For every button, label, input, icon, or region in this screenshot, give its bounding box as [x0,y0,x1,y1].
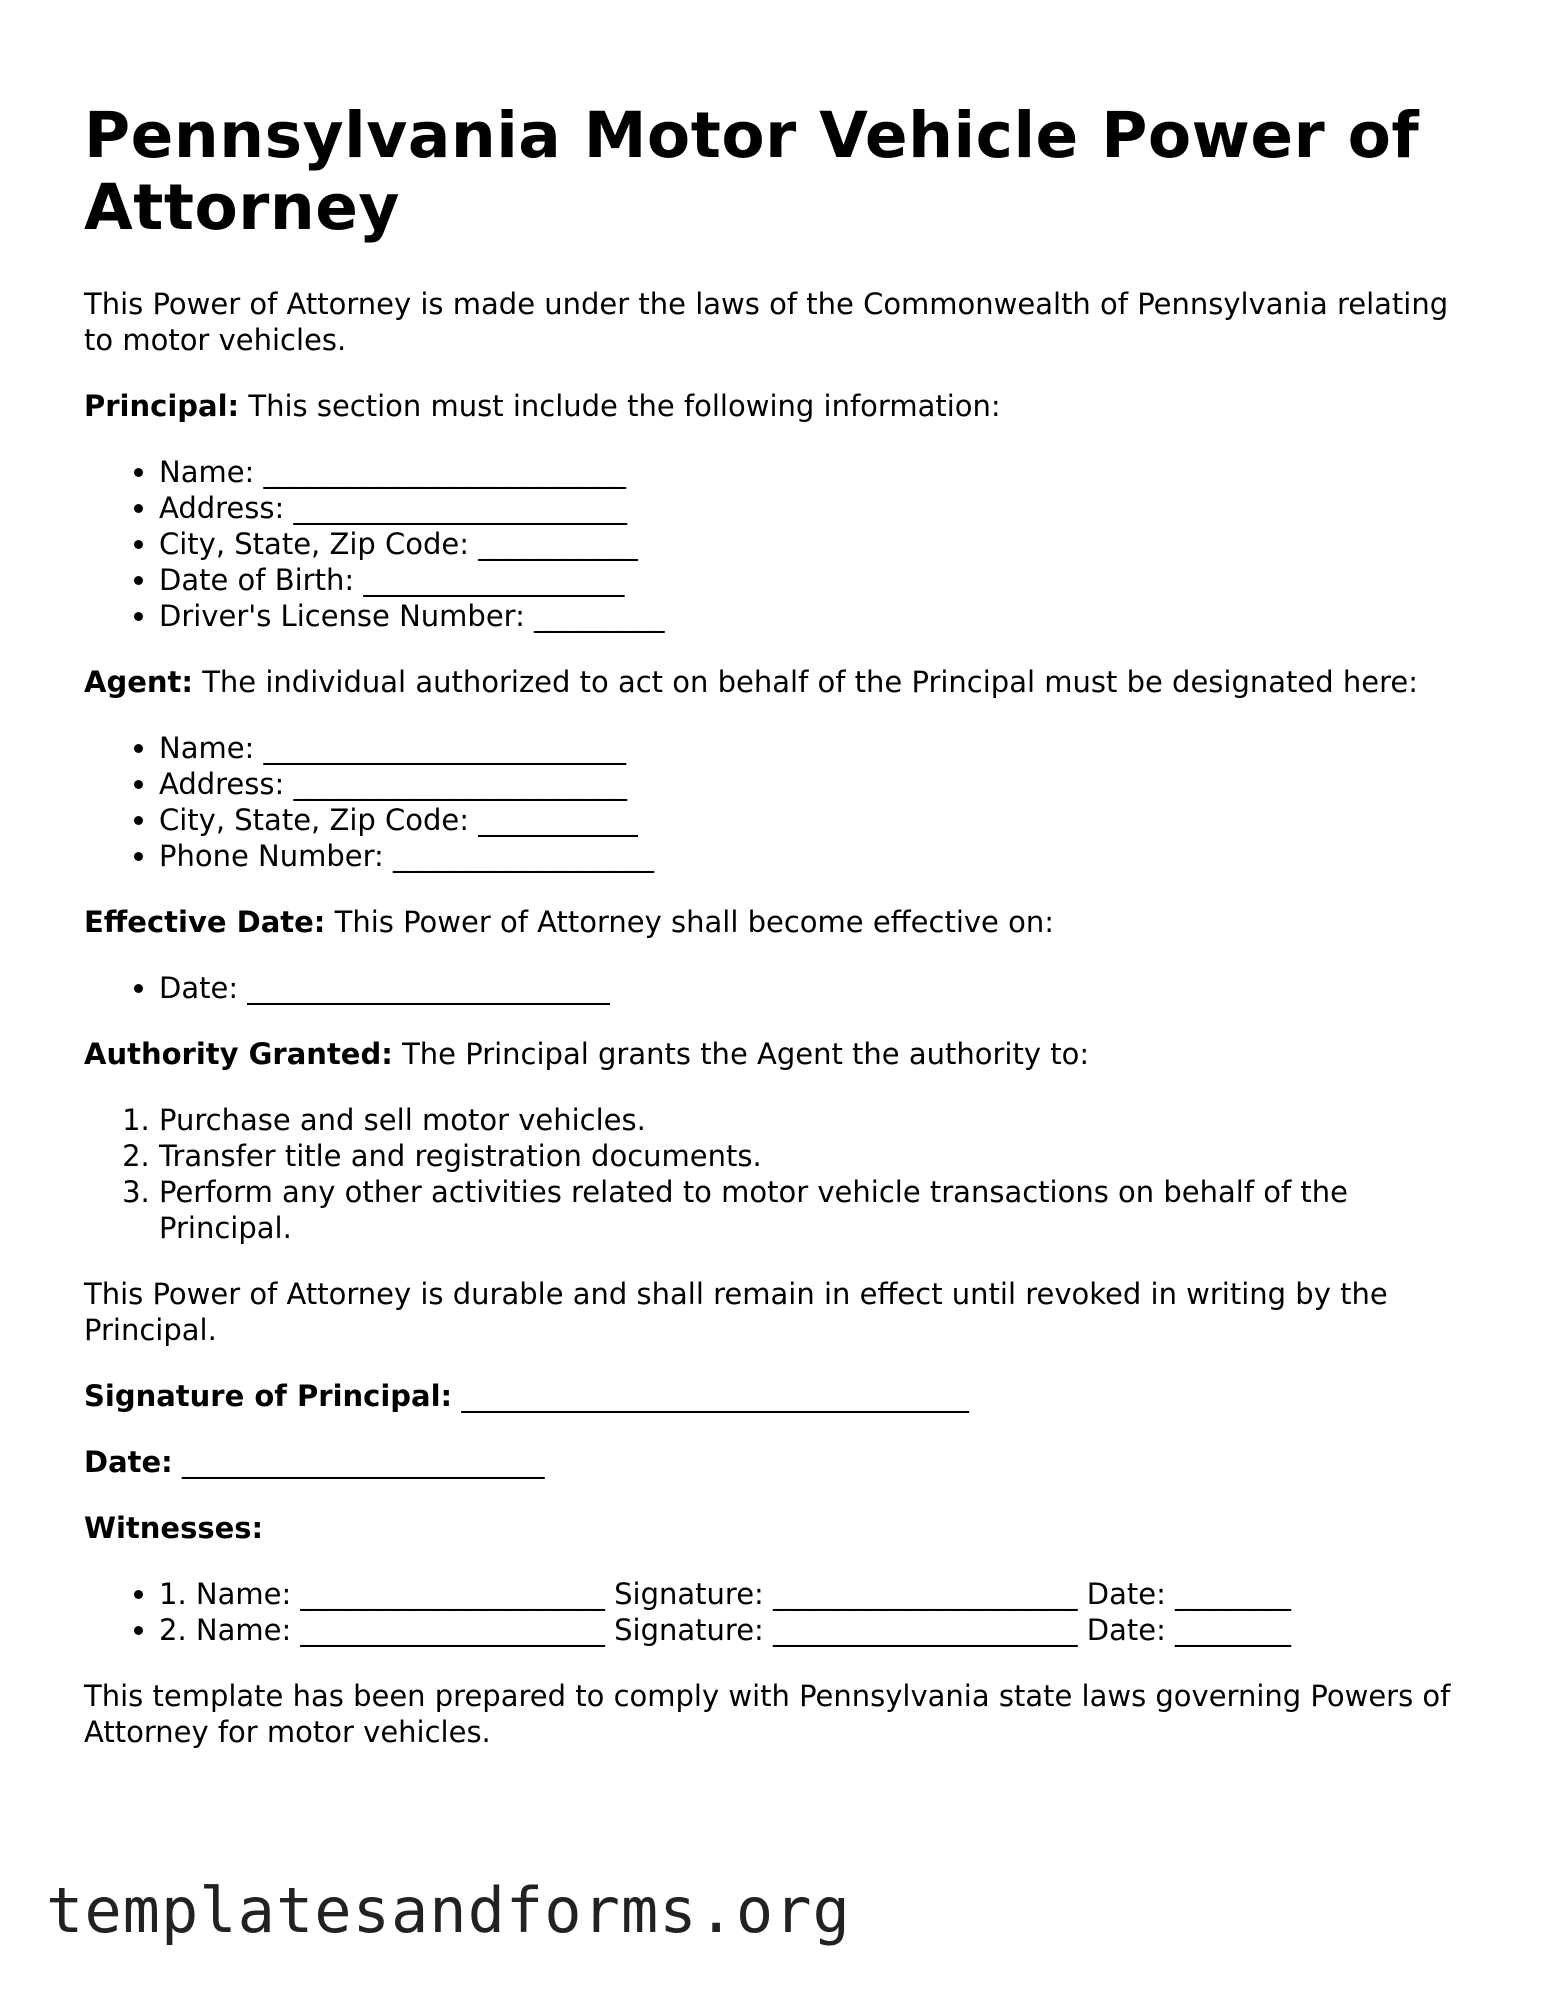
authority-label: Authority Granted: [84,1037,393,1071]
effective-date-text: This Power of Attorney shall become effective on: [334,905,1054,939]
witness-row: • 1. Name: _____________________ Signature: _____________________ Date: ________ [159,1576,1464,1612]
authority-item: 3. Perform any other activities related to motor vehicle transactions on behalf of the Principal. [159,1174,1464,1246]
date-label: Date: [84,1445,173,1479]
intro-paragraph: This Power of Attorney is made under the laws of the Commonwealth of Pennsylvania relating to motor vehicles. [84,287,1449,357]
authority-list [84,1102,1464,1246]
principal-text: This section must include the following information: [248,389,1001,423]
principal-license-field: • Driver's License Number: _________ [159,598,1464,634]
agent-label: Agent: [84,665,193,699]
document-page [84,100,1464,1780]
authority-item: 1. Purchase and sell motor vehicles. [159,1102,1464,1138]
witnesses-list [84,1576,1464,1648]
signature-line [84,1378,1464,1414]
effective-date-section [84,904,1464,940]
signature-blank: ___________________________________ [461,1379,969,1413]
authority-item: 2. Transfer title and registration documents. [159,1138,1464,1174]
agent-section [84,664,1464,700]
agent-name-field: • Name: _________________________ [159,730,1464,766]
witness-row: • 2. Name: _____________________ Signature: _____________________ Date: ________ [159,1612,1464,1648]
effective-date-field: • Date: _________________________ [159,970,1464,1006]
date-blank: _________________________ [182,1445,545,1479]
durable-paragraph: This Power of Attorney is durable and shall remain in effect until revoked in writing by the Principal. [84,1277,1388,1347]
date-line [84,1444,1464,1480]
authority-text: The Principal grants the Agent the authority to: [402,1037,1090,1071]
principal-label: Principal: [84,389,240,423]
agent-city-field: • City, State, Zip Code: ___________ [159,802,1464,838]
principal-fields-list [84,454,1464,634]
closing-paragraph: This template has been prepared to comply with Pennsylvania state laws governing Powers of Attorney for motor vehicles. [84,1679,1451,1749]
witnesses-label: Witnesses: [84,1511,264,1545]
effective-date-label: Effective Date: [84,905,326,939]
principal-section [84,388,1464,424]
effective-date-list [84,970,1464,1006]
document-title: Pennsylvania Motor Vehicle Power of Attorney [84,99,1420,244]
witnesses-heading [84,1510,1464,1546]
agent-fields-list [84,730,1464,874]
principal-dob-field: • Date of Birth: __________________ [159,562,1464,598]
agent-address-field: • Address: _______________________ [159,766,1464,802]
agent-phone-field: • Phone Number: __________________ [159,838,1464,874]
signature-label: Signature of Principal: [84,1379,453,1413]
authority-section [84,1036,1464,1072]
watermark-text: templatesandforms.org [46,1874,851,1947]
agent-text: The individual authorized to act on behalf of the Principal must be designated here: [202,665,1418,699]
principal-address-field: • Address: _______________________ [159,490,1464,526]
principal-city-field: • City, State, Zip Code: ___________ [159,526,1464,562]
principal-name-field: • Name: _________________________ [159,454,1464,490]
